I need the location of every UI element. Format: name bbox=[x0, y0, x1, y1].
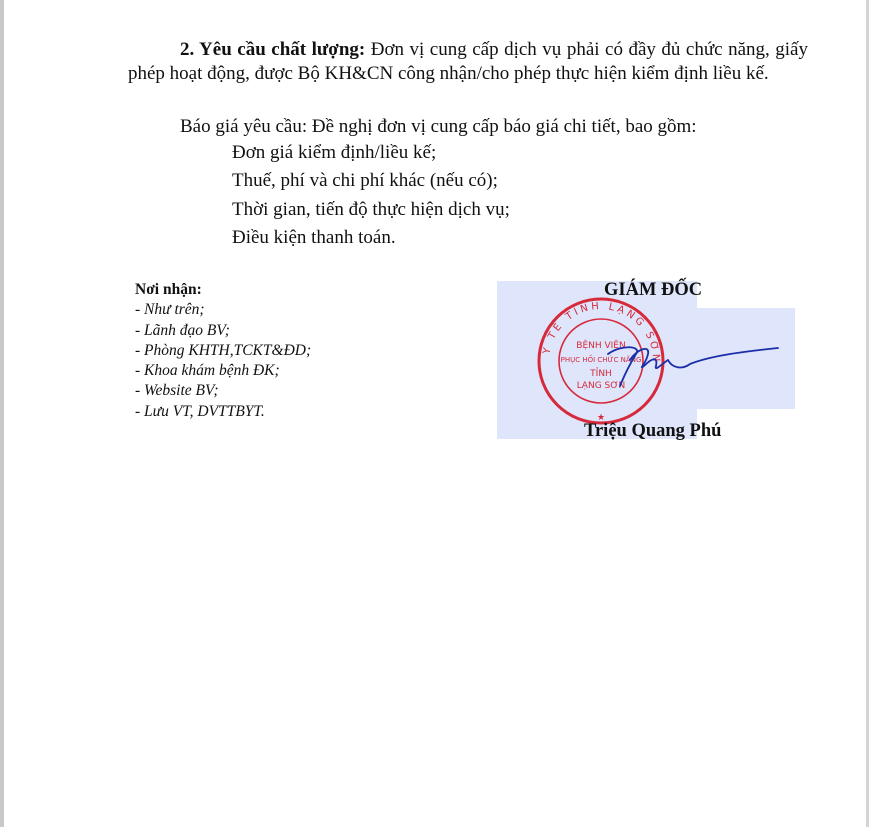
recipients-block bbox=[135, 280, 311, 422]
quality-text: Đơn vị cung cấp dịch vụ phải có đầy đủ chức năng, giấy phép hoạt động, được Bộ KH&CN công nhận/cho phép thực hiện kiểm định liều kế. bbox=[128, 39, 808, 84]
seal-ring-text: Y TẾ TỈNH LẠNG SƠN bbox=[541, 300, 662, 365]
seal-line3: TỈNH bbox=[590, 369, 612, 379]
recipient-item: - Lãnh đạo BV; bbox=[135, 321, 230, 339]
handwritten-signature-icon bbox=[600, 340, 785, 390]
page-left-edge bbox=[0, 0, 4, 827]
seal-line1: BỆNH VIỆN bbox=[576, 341, 626, 351]
seal-star-icon: ★ bbox=[596, 412, 606, 422]
quote-item: Điều kiện thanh toán. bbox=[232, 227, 396, 248]
recipient-item: - Website BV; bbox=[135, 382, 219, 400]
quality-heading: 2. Yêu cầu chất lượng: bbox=[180, 39, 366, 60]
quote-item: Thời gian, tiến độ thực hiện dịch vụ; bbox=[232, 199, 510, 220]
quote-item: Đơn giá kiểm định/liều kế; bbox=[232, 142, 437, 163]
director-title: GIÁM ĐỐC bbox=[604, 280, 703, 300]
recipients-heading: Nơi nhận: bbox=[135, 281, 202, 298]
quality-requirement-paragraph bbox=[128, 38, 808, 86]
recipient-item: - Khoa khám bệnh ĐK; bbox=[135, 362, 280, 380]
seal-line4: LẠNG SƠN bbox=[576, 381, 626, 391]
signer-name: Triệu Quang Phú bbox=[584, 421, 722, 441]
quote-item: Thuế, phí và chi phí khác (nếu có); bbox=[232, 170, 498, 191]
recipient-item: - Lưu VT, DVTTBYT. bbox=[135, 402, 265, 420]
seal-line2: PHỤC HỒI CHỨC NĂNG bbox=[560, 356, 642, 364]
recipient-item: - Như trên; bbox=[135, 301, 205, 319]
quote-request-intro: Báo giá yêu cầu: Đề nghị đơn vị cung cấp báo giá chi tiết, bao gồm: bbox=[180, 116, 697, 137]
recipient-item: - Phòng KHTH,TCKT&ĐD; bbox=[135, 341, 312, 359]
